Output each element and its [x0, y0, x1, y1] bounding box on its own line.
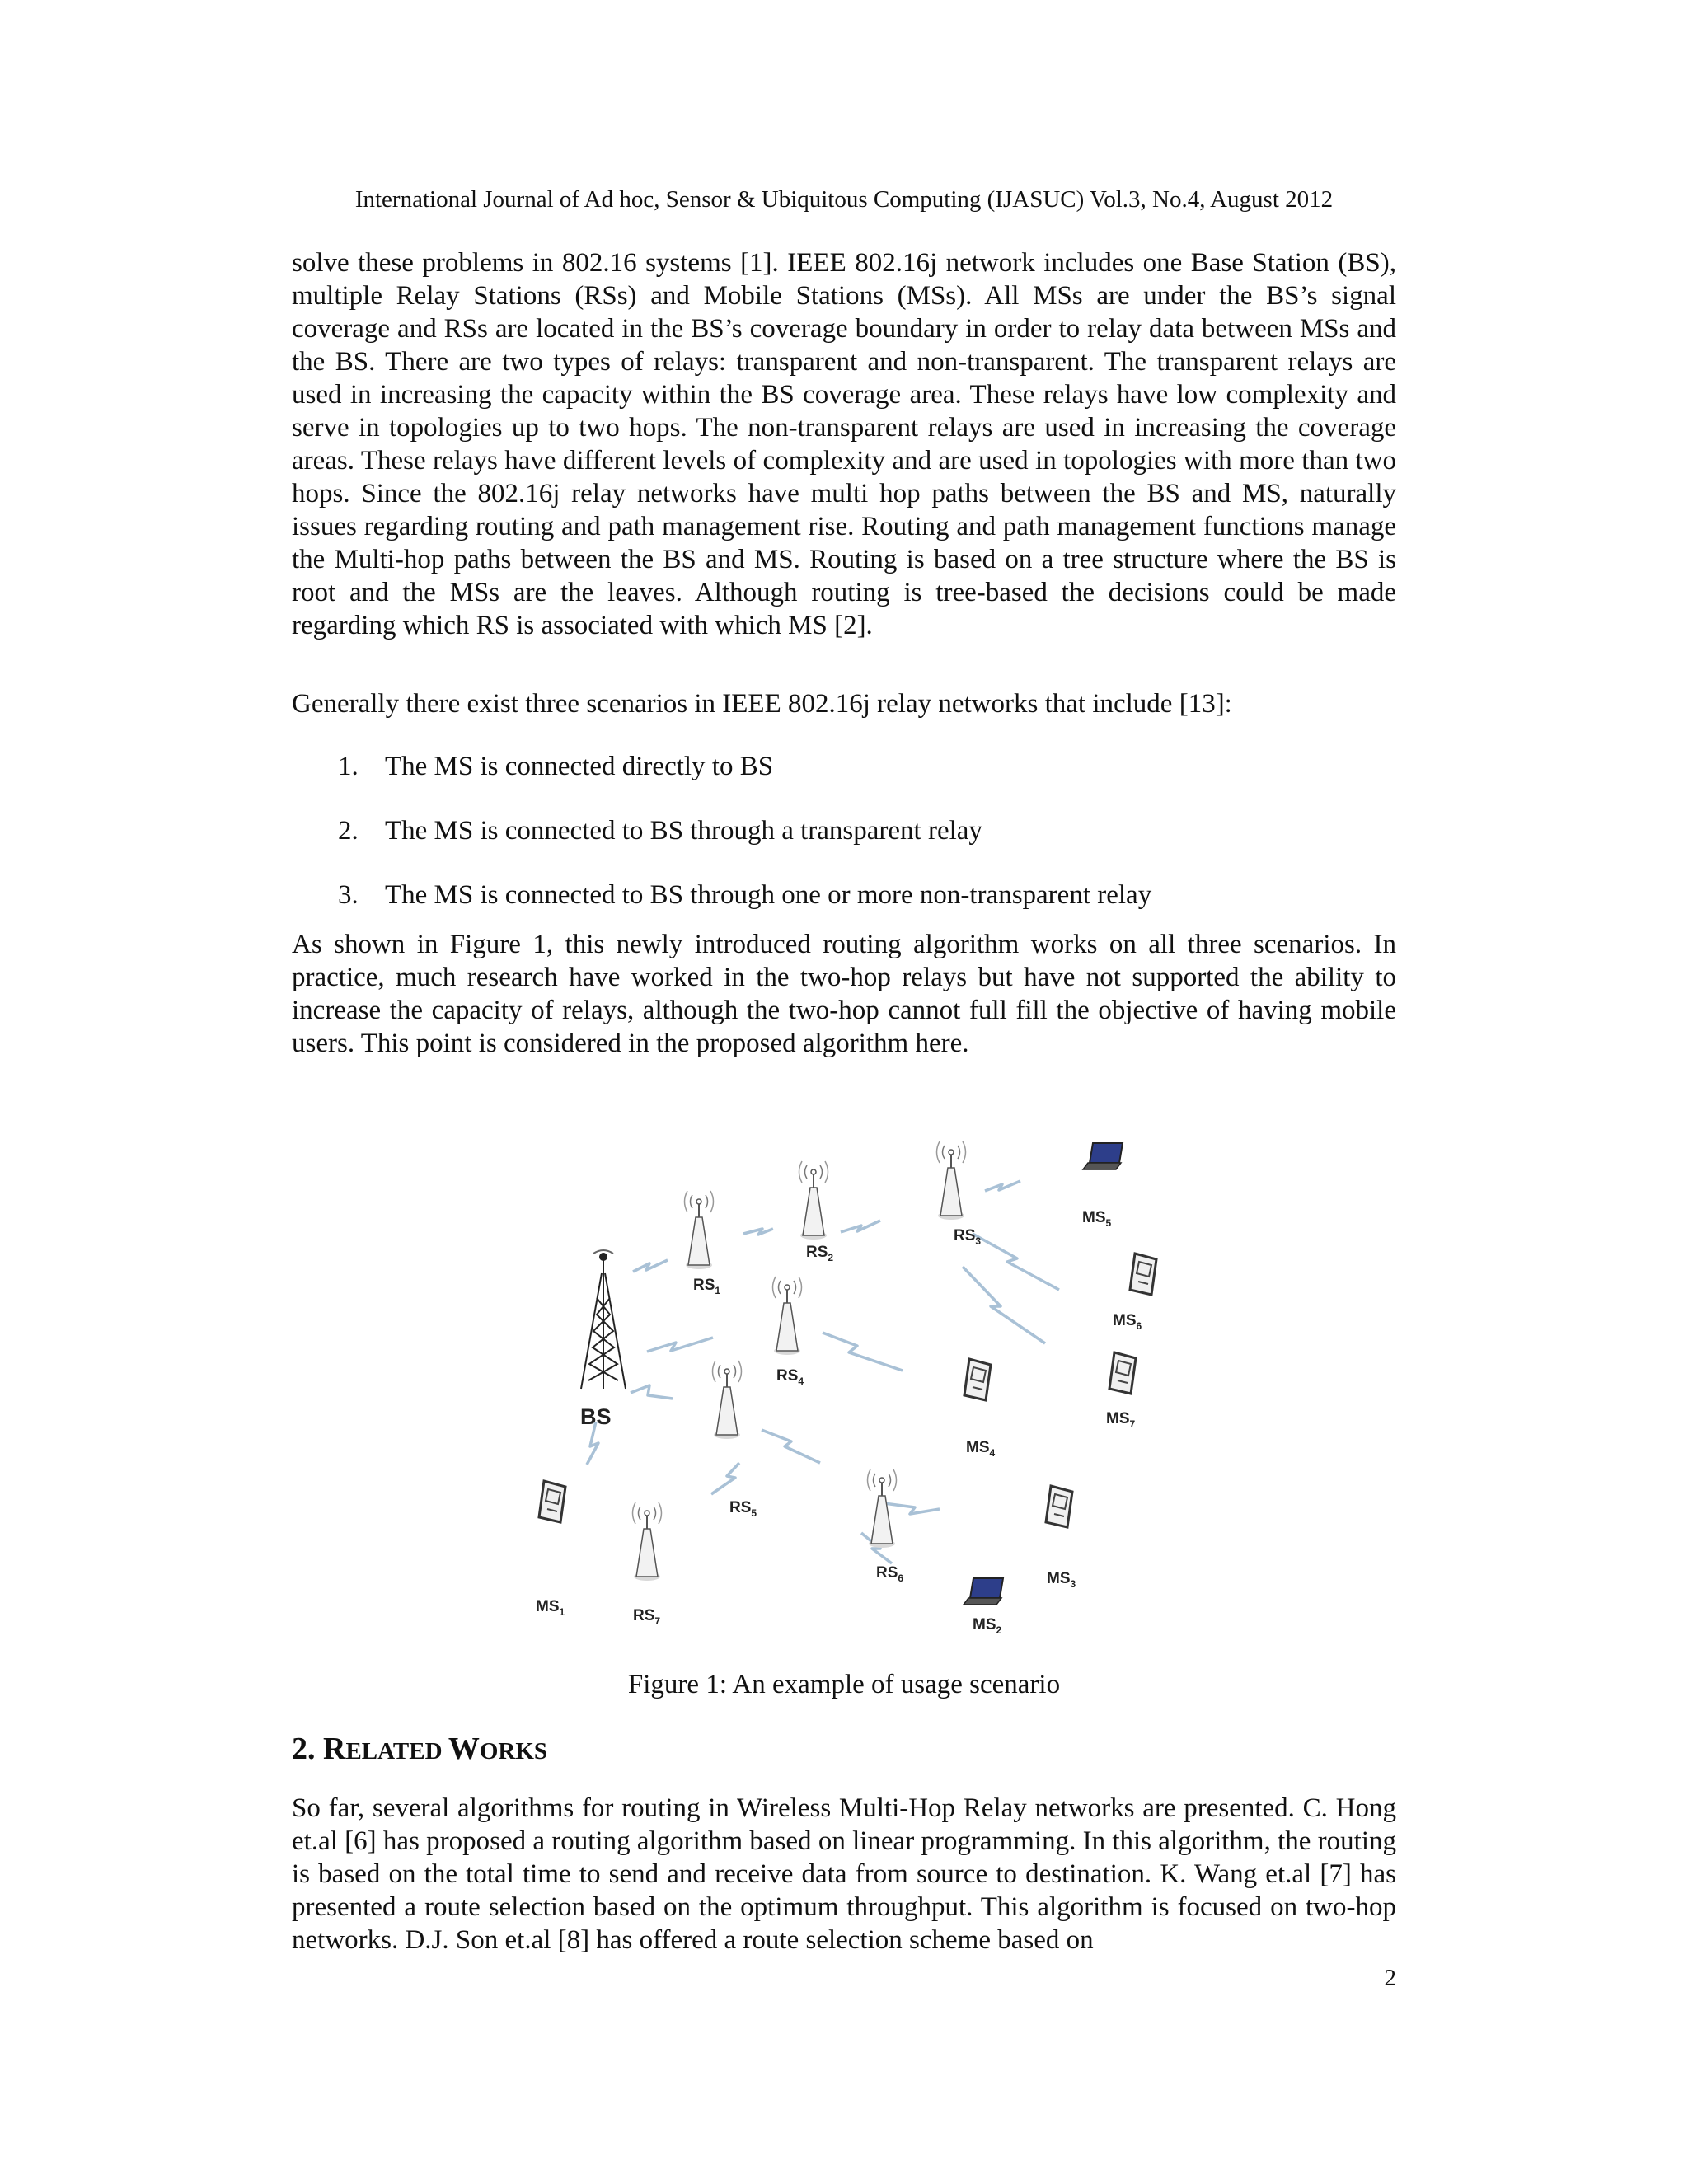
- relay-station-icon: [937, 1141, 966, 1220]
- label-ms3: $MS_3$: [1047, 1570, 1076, 1590]
- relay-station-icon: [685, 1191, 714, 1269]
- laptop-icon: [964, 1578, 1003, 1605]
- mobile-phone-icon: [1046, 1486, 1072, 1527]
- list-item: 1. The MS is connected directly to BS: [338, 752, 774, 781]
- link-bs-rs4: [647, 1338, 713, 1352]
- relay-station-icon: [773, 1277, 802, 1355]
- label-rs7: $RS_7$: [633, 1607, 661, 1627]
- paragraph-scenarios: Generally there exist three scenarios in IEEE 802.16j relay networks that include [13]:: [292, 689, 1232, 719]
- figure-caption: Figure 1: An example of usage scenario: [627, 1670, 1061, 1699]
- mobile-phone-icon: [964, 1359, 991, 1400]
- label-ms7: $MS_7$: [1106, 1410, 1136, 1430]
- label-ms2: $MS_2$: [973, 1616, 1002, 1636]
- paragraph-figure-reference: As shown in Figure 1, this newly introduced routing algorithm works on all three scenarios. In practice, much research have worked in the two-hop relays but have not supported the ability to increase the capacity of relays, although the two-hop cannot full fill the objective of having mobile users. This point is considered in the proposed algorithm here.: [292, 930, 1396, 1058]
- relay-station-icon: [713, 1361, 742, 1439]
- link-rs3-ms5: [985, 1181, 1020, 1191]
- label-rs4: $RS_4$: [776, 1367, 804, 1387]
- label-ms1: $MS_1$: [536, 1598, 565, 1618]
- list-item: 2. The MS is connected to BS through a transparent relay: [338, 816, 982, 846]
- mobile-phone-icon: [539, 1481, 565, 1522]
- label-bs: BS: [580, 1404, 612, 1429]
- paragraph-intro: solve these problems in 802.16 systems [1]. IEEE 802.16j network includes one Base Station (BS), multiple Relay Stations (RSs) and Mobile Stations (MSs). All MSs are under the BS’s signal coverage and RSs are located in the BS’s coverage boundary in order to relay data between MSs and the BS. There are two types of relays: transparent and non-transparent. The transparent relays are used in increasing the capacity within the BS coverage area. These relays have low complexity and serve in topologies up to two hops. The non-transparent relays are used in increasing the coverage areas. These relays have different levels of complexity and are used in topologies with more than two hops. Since the 802.16j relay networks have multi hop paths between the BS and MS, naturally issues regarding routing and path management rise. Routing and path management functions manage the Multi-hop paths between the BS and MS. Routing is based on a tree structure where the BS is root and the MSs are the leaves. Although routing is tree-based the decisions could be made regarding which RS is associated with which MS [2].: [292, 248, 1396, 640]
- link-rs3-ms7: [963, 1267, 1045, 1343]
- label-rs3: $RS_3$: [954, 1227, 982, 1247]
- relay-station-icon: [868, 1469, 897, 1548]
- section-heading: 2. RELATED WORKS: [292, 1732, 547, 1766]
- journal-header: International Journal of Ad hoc, Sensor & Ubiquitous Computing (IJASUC) Vol.3, No.4, August 2012: [354, 186, 1334, 213]
- link-rs2-rs3: [841, 1221, 880, 1232]
- link-rs4-ms4: [823, 1333, 903, 1371]
- link-rs3-ms6: [973, 1234, 1059, 1290]
- label-rs1: $RS_1$: [693, 1277, 721, 1296]
- mobile-phone-icon: [1109, 1352, 1136, 1394]
- link-bs-rs1: [633, 1260, 668, 1272]
- label-rs5: $RS_5$: [729, 1499, 757, 1519]
- link-bs-rs5: [631, 1385, 673, 1399]
- laptop-icon: [1083, 1143, 1123, 1169]
- link-rs5-rs7: [711, 1463, 739, 1494]
- page-number: 2: [1384, 1965, 1396, 1991]
- network-diagram: [511, 1108, 1170, 1652]
- label-ms6: $MS_6$: [1113, 1312, 1142, 1332]
- link-rs1-rs2: [743, 1229, 773, 1235]
- mobile-phone-icon: [1130, 1254, 1156, 1295]
- list-item: 3. The MS is connected to BS through one or more non-transparent relay: [338, 880, 1152, 910]
- label-rs2: $RS_2$: [806, 1244, 834, 1263]
- link-rs5-rs6: [762, 1430, 820, 1463]
- relay-station-icon: [633, 1502, 662, 1581]
- paragraph-related-works: So far, several algorithms for routing in Wireless Multi-Hop Relay networks are presented. C. Hong et.al [6] has proposed a routing algorithm based on linear programming. In this algorithm, the routing is based on the total time to send and receive data from source to destination. K. Wang et.al [7] has presented a route selection based on the optimum throughput. This algorithm is focused on two-hop networks. D.J. Son et.al [8] has offered a route selection scheme based on: [292, 1793, 1396, 1955]
- bs-tower-icon: [581, 1250, 626, 1389]
- label-ms5: $MS_5$: [1082, 1209, 1112, 1229]
- label-rs6: $RS_6$: [876, 1564, 904, 1584]
- relay-station-icon: [799, 1161, 828, 1240]
- label-ms4: $MS_4$: [966, 1439, 996, 1459]
